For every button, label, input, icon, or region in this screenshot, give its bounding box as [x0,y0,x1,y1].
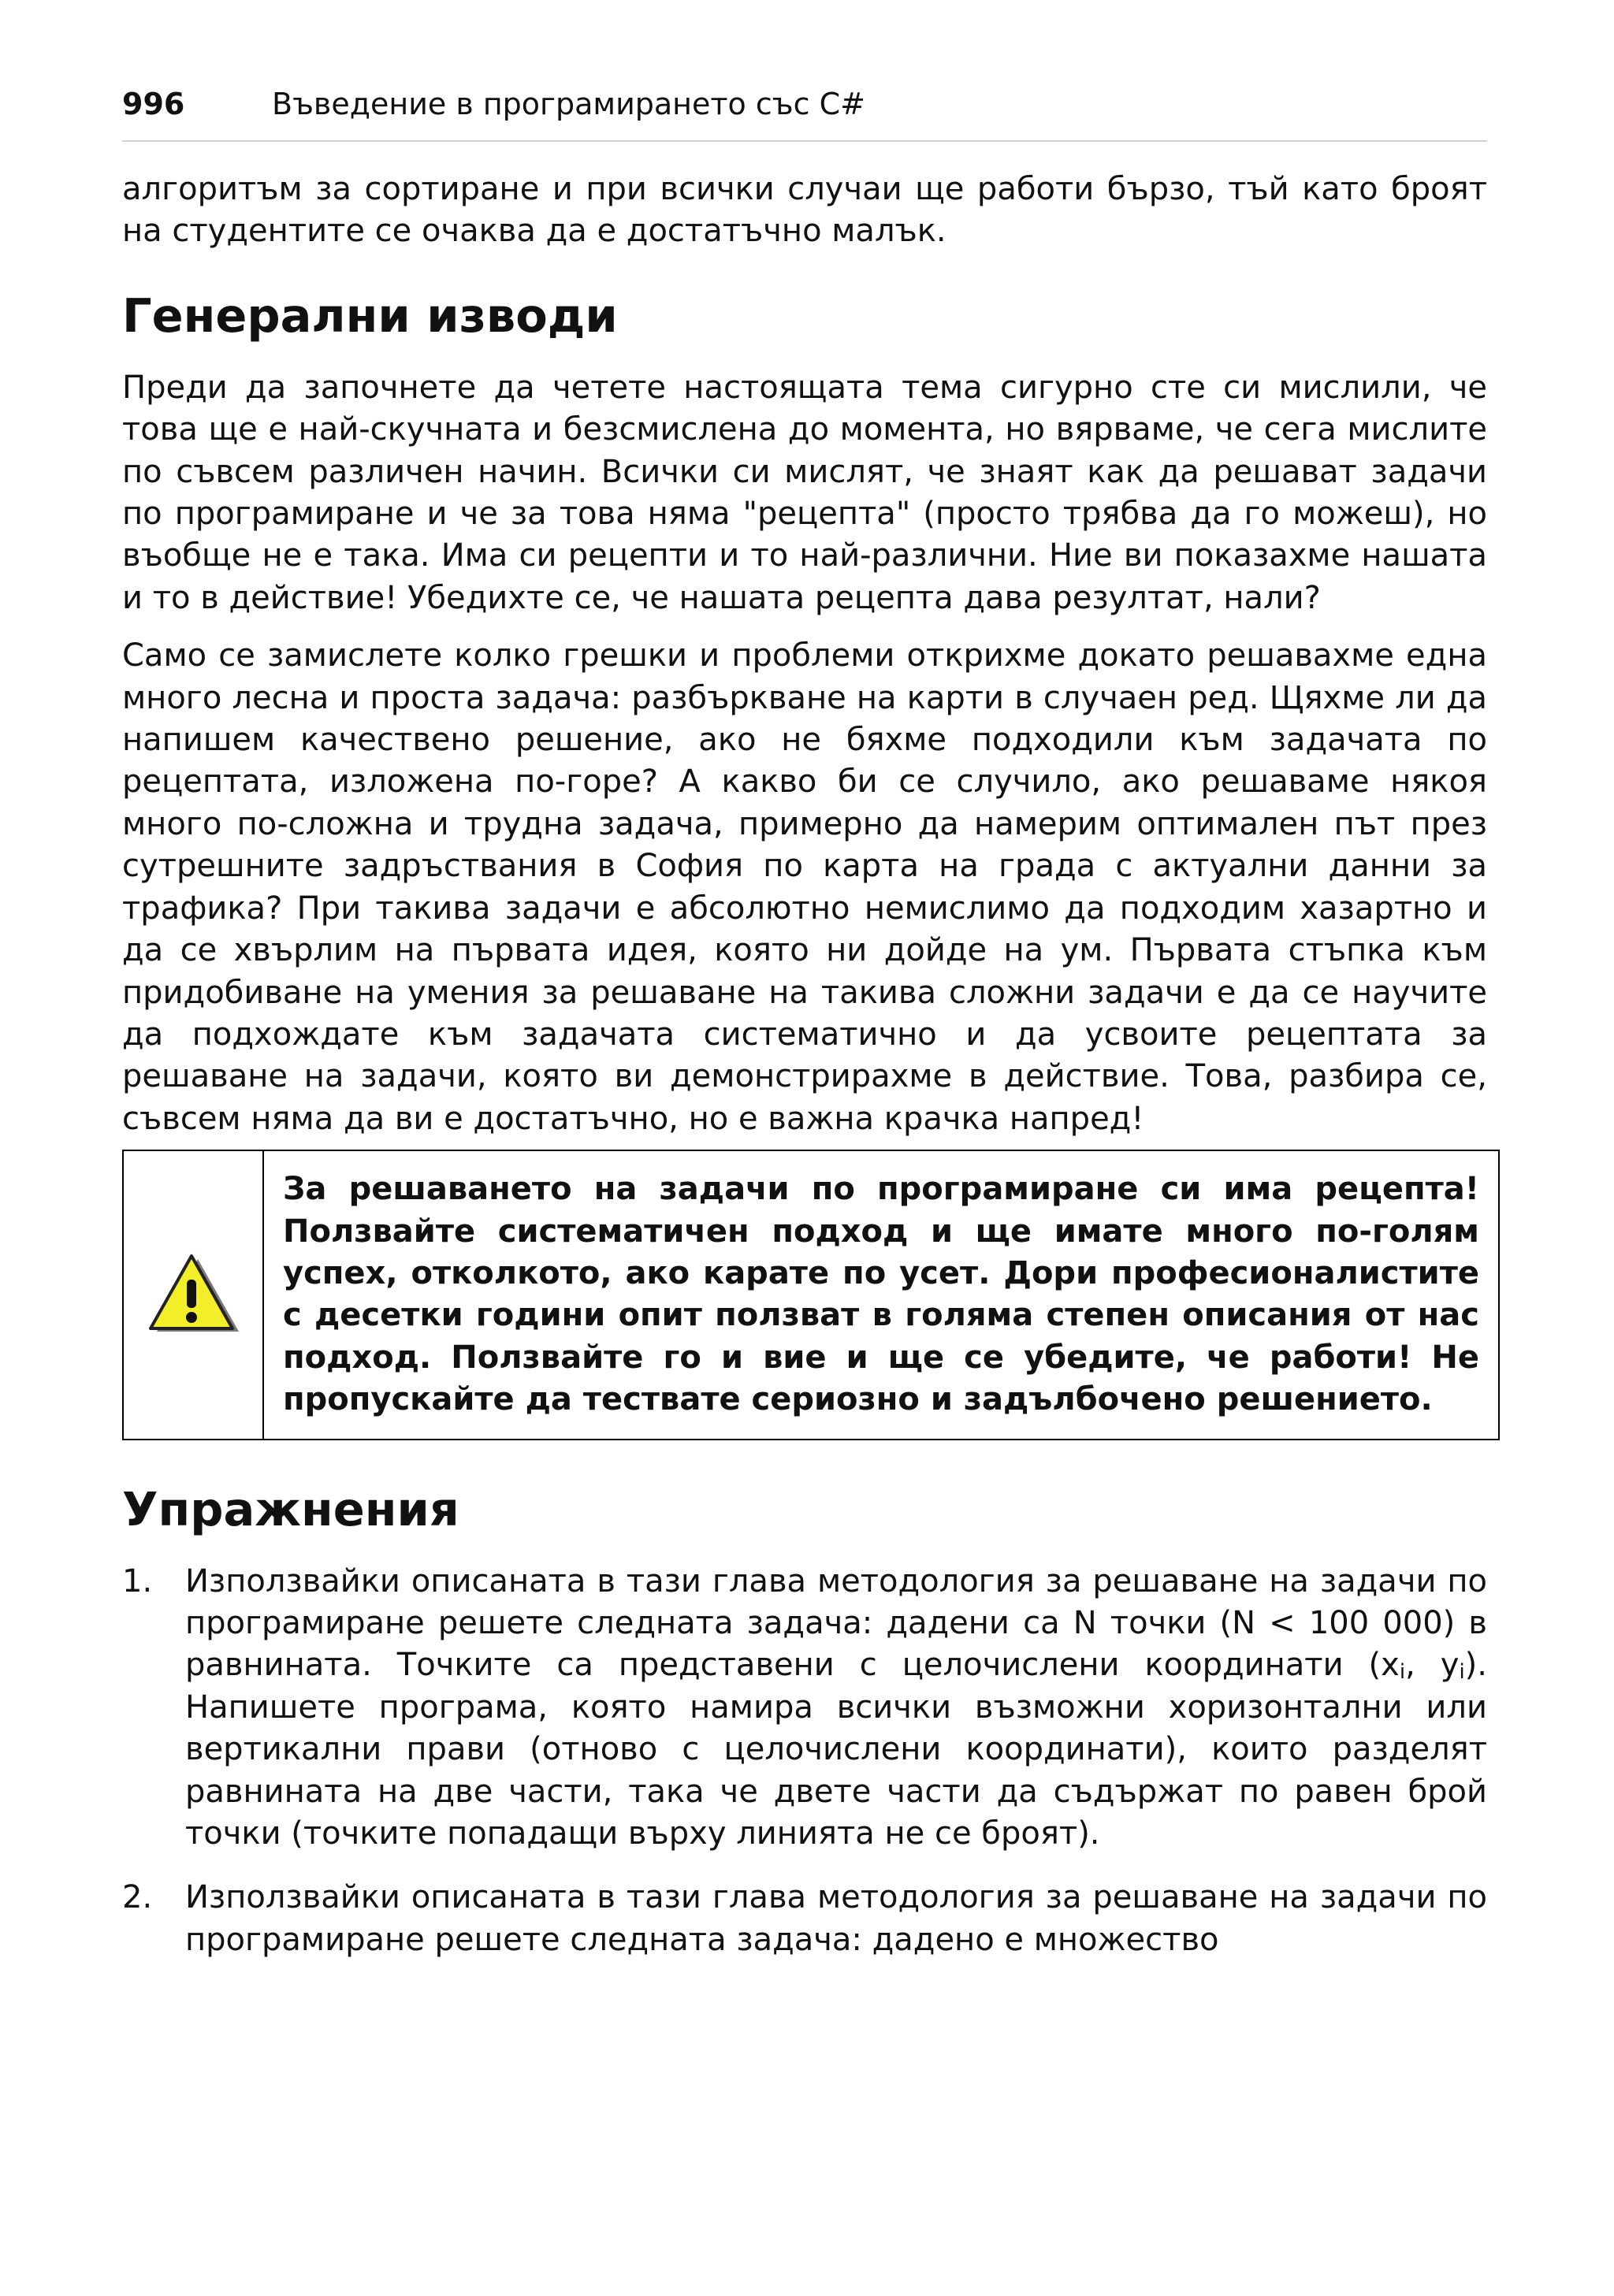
section-title-exercises: Упражнения [122,1481,459,1536]
book-title: Въведение в програмирането със C# [272,87,865,121]
page-header [122,79,1487,142]
exercise-item-1 [122,1561,1487,1856]
section-title-conclusions: Генерални изводи [122,288,618,343]
page-number: 996 [122,87,185,121]
page-content [122,169,1487,1983]
subscript: i [1399,1660,1406,1685]
note-box [122,1150,1500,1440]
exercise-text: Използвайки описаната в тази глава методология за решаване на задачи по програмиране решете следната задача: дадено е множество [185,1879,1487,1958]
conclusions-paragraph-1: Преди да започнете да четете настоящата тема сигурно сте си мислили, че това ще е най-скучната и безсмислена до момента, но вярваме, че сега мислите по съвсем различен начин. Всички си мислят, че знаят как да решават задачи по програмиране и че за това няма "рецепта" (просто трябва да го можеш), но въобще не е така. Има си рецепти и то най-различни. Ние ви показахме нашата и то в действие! Убедихте се, че нашата рецепта дава резултат, нали? [122,369,1487,616]
exercise-number: 2. [122,1879,153,1916]
exercise-number: 1. [122,1562,153,1599]
warning-icon [146,1253,240,1336]
intro-paragraph: алгоритъм за сортиране и при всички случаи ще работи бързо, тъй като броят на студентите се очаква да е достатъчно малък. [122,171,1487,250]
exercise-text-part: Използвайки описаната в тази глава методология за решаване на задачи по програмиране решете следната задача: дадени са N точки (N < 100 000) в равнината. Точките са представени с целочислени координати (x [185,1562,1488,1684]
exercise-list [122,1561,1487,1962]
exercise-item-2 [122,1877,1487,1961]
conclusions-paragraph-2: Само се замислете колко грешки и проблеми открихме докато решавахме една много лесна и проста задача: разбъркване на карти в случаен ред. Щяхме ли да напишем качествено решение, ако не бяхме подходили към задачата по рецептата, изложена по-горе? А какво би се случило, ако решаваме някоя много по-сложна и трудна задача, примерно да намерим оптимален път през сутрешните задръствания в София по карта на града с актуални данни за трафика? При такива задачи е абсолютно немислимо да подходим хазартно и да се хвърлим на първата идея, която ни дойде на ум. Първата стъпка към придобиване на умения за решаване на такива сложни задачи е да се научите да подхождате към задачата систематично и да усвоите рецептата за решаване на задачи, която ви демонстрирахме в действие. Това, разбира се, съвсем няма да ви е достатъчно, но е важна крачка напред! [122,637,1487,1137]
subscript: i [1459,1660,1465,1685]
exercise-text-part: ). Напишете програма, която намира всички възможни хоризонтални или вертикални прави (отново с целочислени координати), които разделят равнината на две части, така че двете части да съдържат по равен брой точки (точките попадащи върху линията не се броят). [185,1647,1487,1852]
note-icon-cell [124,1151,264,1438]
note-text: За решаването на задачи по програмиране си има рецепта! Ползвайте систематичен подход и ще имате много по-голям успех, отколкото, ако карате по усет. Дори професионалистите с десетки години опит ползват в голяма степен описания от нас подход. Ползвайте го и вие и ще се убедите, че работи! Не пропускайте да тествате сериозно и задълбочено решението. [283,1171,1479,1418]
exercise-text-part: , y [1405,1647,1460,1684]
